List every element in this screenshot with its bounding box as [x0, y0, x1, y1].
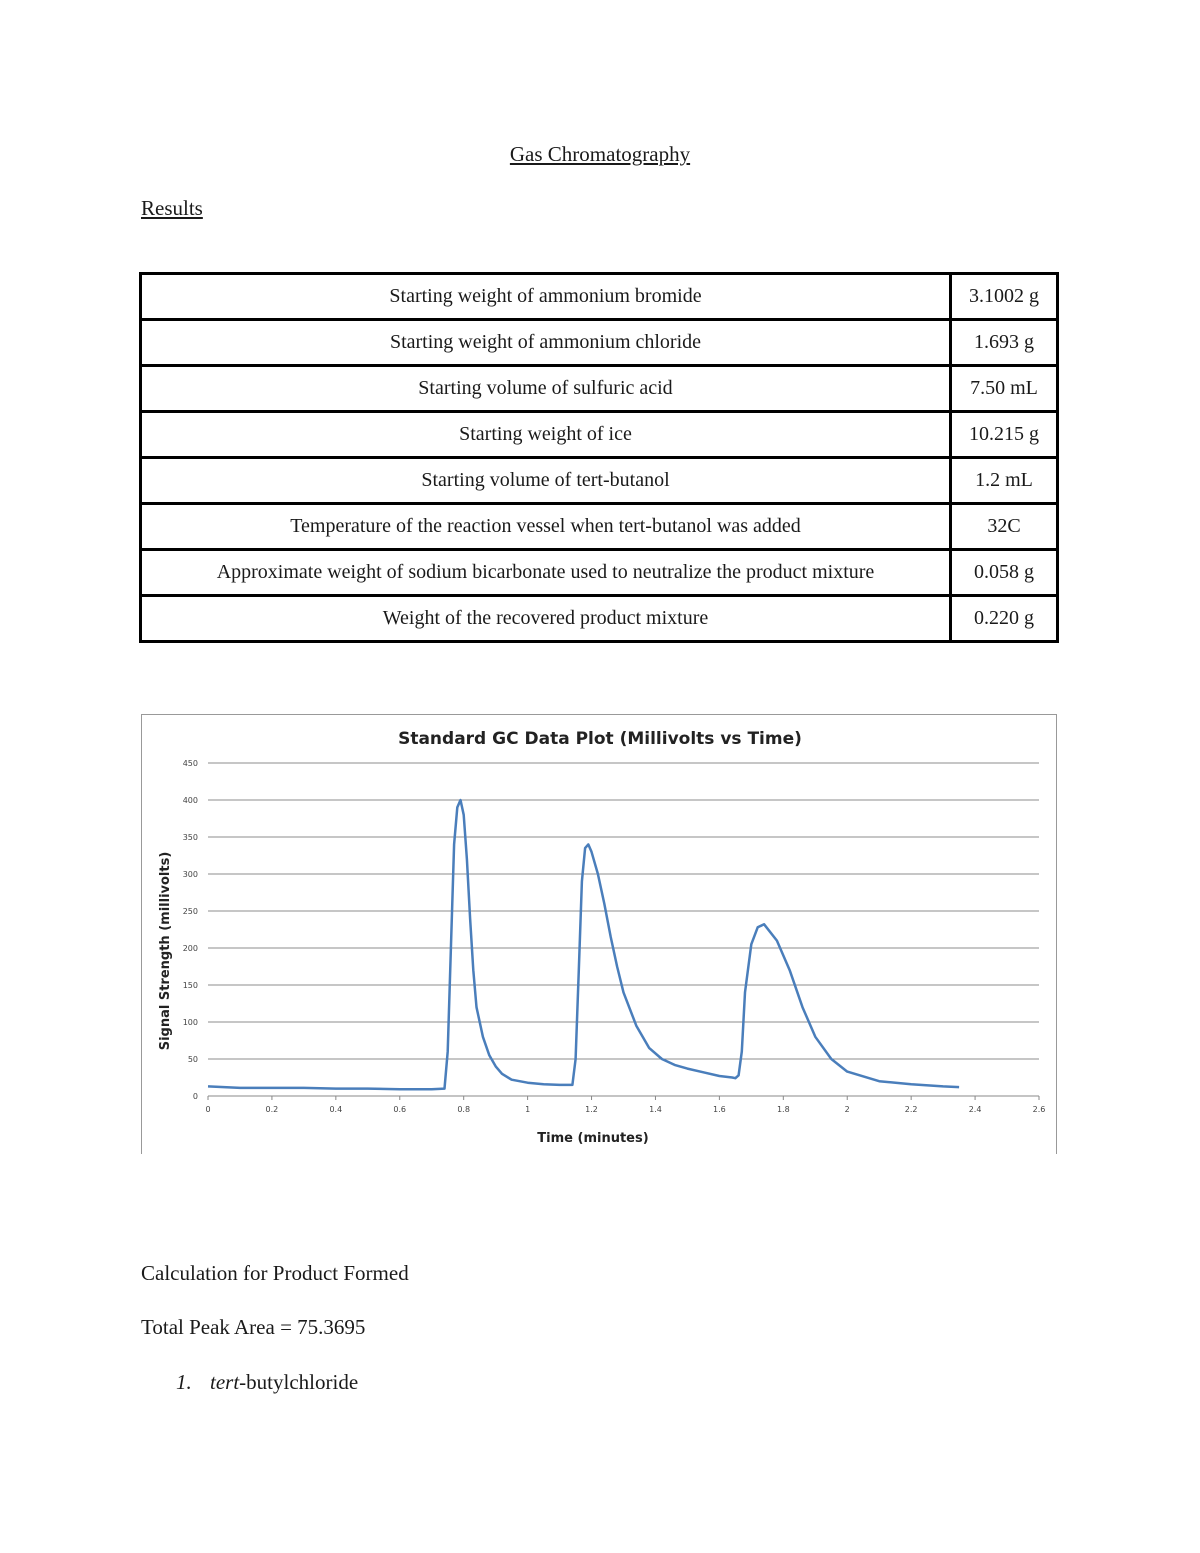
- list-item-prefix: tert: [210, 1370, 240, 1394]
- row-label: Starting weight of ice: [141, 412, 951, 458]
- row-label: Starting volume of tert-butanol: [141, 458, 951, 504]
- row-label: Approximate weight of sodium bicarbonate used to neutralize the product mixture: [141, 550, 951, 596]
- table-row: [141, 596, 1058, 642]
- chart-series: [208, 800, 959, 1089]
- y-tick-label: 50: [187, 1055, 198, 1064]
- y-axis-ticks: [183, 759, 198, 1101]
- row-label: Temperature of the reaction vessel when tert-butanol was added: [141, 504, 951, 550]
- y-tick-label: 100: [182, 1018, 198, 1027]
- y-axis-title: Signal Strength (millivolts): [158, 851, 173, 1051]
- chart-title: Standard GC Data Plot (Millivolts vs Time): [398, 729, 802, 749]
- table-row: [141, 412, 1058, 458]
- y-tick-label: 450: [182, 759, 198, 768]
- x-tick-label: 0.6: [393, 1105, 407, 1114]
- list-item: [176, 1370, 358, 1395]
- x-tick-label: 1.8: [776, 1105, 790, 1114]
- x-tick-label: 1.2: [585, 1105, 598, 1114]
- y-tick-label: 350: [182, 833, 198, 842]
- table-row: [141, 458, 1058, 504]
- series-line: [208, 800, 959, 1089]
- results-table: [139, 272, 1059, 643]
- row-value: 1.2 mL: [951, 458, 1058, 504]
- table-row: [141, 550, 1058, 596]
- list-item-number: 1.: [176, 1370, 192, 1394]
- gc-chart: [141, 714, 1057, 1154]
- gc-chart-svg: [142, 715, 1058, 1155]
- row-label: Starting weight of ammonium bromide: [141, 274, 951, 320]
- y-tick-label: 0: [192, 1092, 198, 1101]
- row-value: 10.215 g: [951, 412, 1058, 458]
- y-tick-label: 300: [182, 870, 198, 879]
- y-tick-label: 250: [182, 907, 198, 916]
- row-value: 7.50 mL: [951, 366, 1058, 412]
- table-row: [141, 320, 1058, 366]
- x-tick-label: 1.4: [649, 1105, 662, 1114]
- page-title: Gas Chromatography: [509, 142, 691, 166]
- x-tick-label: 2: [844, 1105, 850, 1114]
- x-axis-title: Time (minutes): [537, 1131, 649, 1146]
- y-tick-label: 400: [182, 796, 198, 805]
- table-row: [141, 504, 1058, 550]
- row-value: 0.058 g: [951, 550, 1058, 596]
- x-tick-label: 0.2: [265, 1105, 279, 1114]
- x-tick-label: 0.4: [329, 1105, 343, 1114]
- total-peak-area: Total Peak Area = 75.3695: [141, 1315, 366, 1339]
- x-tick-label: 1.6: [713, 1105, 726, 1114]
- results-heading: Results: [141, 196, 203, 220]
- list-item-name: -butylchloride: [239, 1370, 359, 1394]
- row-value: 3.1002 g: [951, 274, 1058, 320]
- x-tick-label: 0.8: [457, 1105, 471, 1114]
- row-value: 32C: [951, 504, 1058, 550]
- x-tick-label: 2.4: [968, 1105, 982, 1114]
- x-tick-label: 2.2: [904, 1105, 918, 1114]
- y-tick-label: 200: [182, 944, 198, 953]
- row-value: 0.220 g: [951, 596, 1058, 642]
- table-row: [141, 366, 1058, 412]
- row-label: Starting volume of sulfuric acid: [141, 366, 951, 412]
- row-value: 1.693 g: [951, 320, 1058, 366]
- row-label: Weight of the recovered product mixture: [141, 596, 951, 642]
- x-axis-ticks: [205, 1096, 1045, 1114]
- x-tick-label: 0: [205, 1105, 211, 1114]
- calculation-heading: Calculation for Product Formed: [141, 1261, 409, 1285]
- row-label: Starting weight of ammonium chloride: [141, 320, 951, 366]
- table-row: [141, 274, 1058, 320]
- x-tick-label: 2.6: [1032, 1105, 1046, 1114]
- x-tick-label: 1: [525, 1105, 531, 1114]
- y-tick-label: 150: [182, 981, 198, 990]
- chart-gridlines: [208, 763, 1039, 1096]
